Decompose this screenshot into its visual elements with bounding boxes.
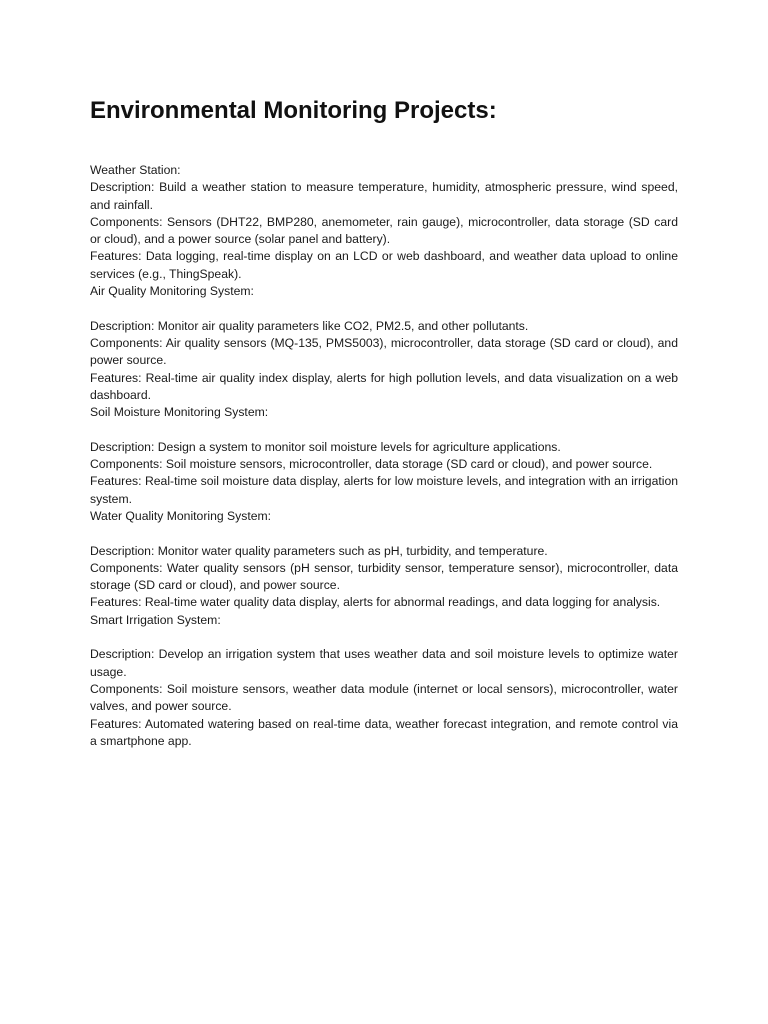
project-features: Features: Real-time water quality data display, alerts for abnormal readings, and data logging for analysis.	[90, 595, 661, 610]
project-features: Features: Automated watering based on real-time data, weather forecast integration, and remote control via a smartphone app.	[90, 716, 678, 748]
project-components: Components: Water quality sensors (pH sensor, turbidity sensor, temperature sensor), microcontroller, data storage (SD card or cloud), and power source.	[90, 560, 678, 593]
project-description: Description: Monitor air quality parameters like CO2, PM2.5, and other pollutants.	[90, 318, 529, 333]
project-description: Description: Monitor water quality parameters such as pH, turbidity, and temperature.	[90, 543, 548, 558]
project-description: Description: Design a system to monitor soil moisture levels for agriculture applications.	[90, 439, 561, 454]
project-features: Features: Data logging, real-time display on an LCD or web dashboard, and weather data upload to online services (e.g., ThingSpeak).	[90, 249, 678, 281]
project-heading-air-quality: Air Quality Monitoring System:	[90, 284, 254, 299]
paragraph-spacer	[90, 421, 678, 438]
paragraph-spacer	[90, 629, 678, 646]
paragraph-spacer	[90, 300, 678, 317]
project-description: Description: Build a weather station to measure temperature, humidity, atmospheric pressure, wind speed, and rainfall.	[90, 180, 678, 212]
document-title: Environmental Monitoring Projects:	[90, 97, 497, 124]
project-components: Components: Sensors (DHT22, BMP280, anemometer, rain gauge), microcontroller, data storage (SD card or cloud), and a power source (solar panel and battery).	[90, 214, 678, 247]
project-description: Description: Develop an irrigation system that uses weather data and soil moisture levels to optimize water usage.	[90, 647, 678, 679]
project-heading-smart-irrigation: Smart Irrigation System:	[90, 612, 221, 627]
project-components: Components: Soil moisture sensors, weather data module (internet or local sensors), microcontroller, water valves, and power source.	[90, 681, 678, 714]
project-heading-weather-station: Weather Station:	[90, 163, 181, 177]
paragraph-spacer	[90, 525, 678, 542]
project-heading-water-quality: Water Quality Monitoring System:	[90, 508, 272, 523]
project-components: Components: Soil moisture sensors, microcontroller, data storage (SD card or cloud), and power source.	[90, 457, 653, 472]
project-components: Components: Air quality sensors (MQ-135, PMS5003), microcontroller, data storage (SD card or cloud), and power source.	[90, 335, 678, 368]
document-body	[90, 162, 678, 750]
project-heading-soil-moisture: Soil Moisture Monitoring System:	[90, 405, 269, 420]
project-features: Features: Real-time air quality index display, alerts for high pollution levels, and data visualization on a web dashboard.	[90, 370, 678, 402]
project-features: Features: Real-time soil moisture data display, alerts for low moisture levels, and integration with an irrigation system.	[90, 474, 678, 506]
